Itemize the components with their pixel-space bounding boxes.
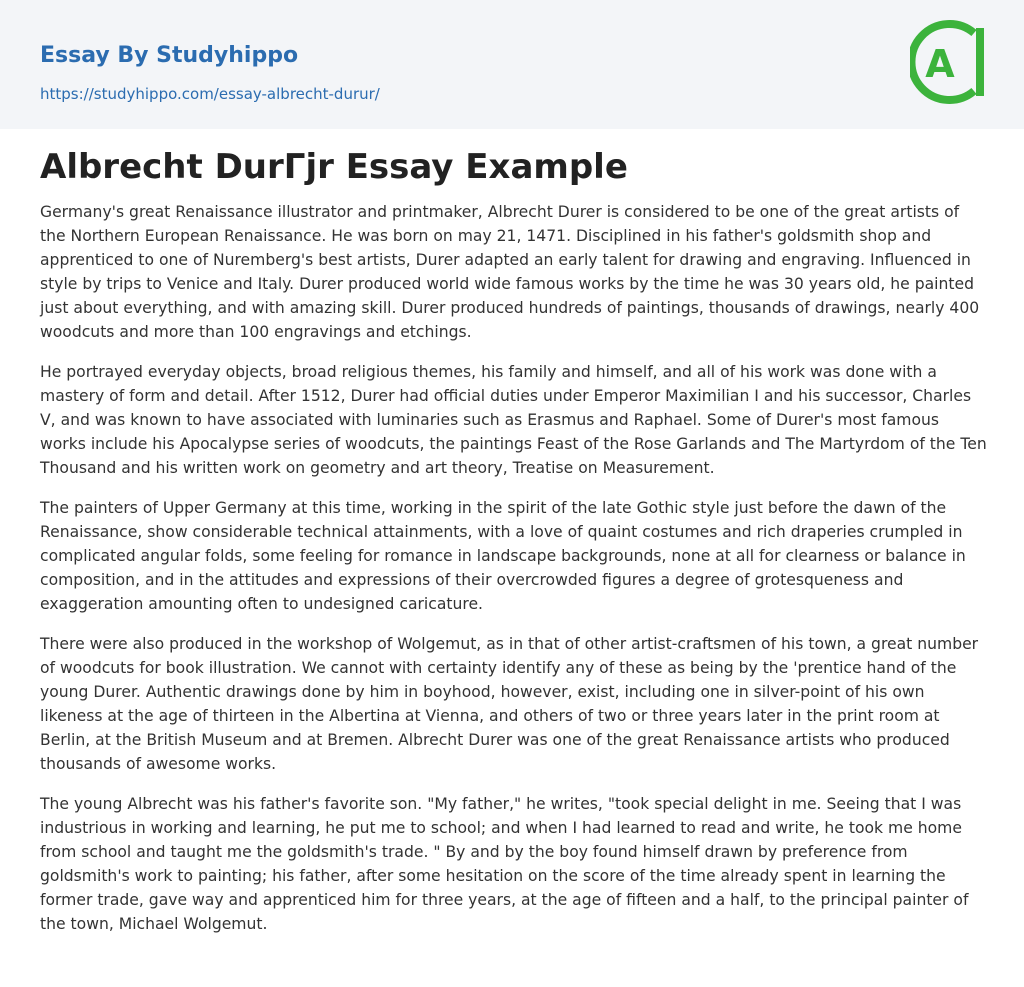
essay-url-link[interactable]: https://studyhippo.com/essay-albrecht-durur/ <box>40 85 380 103</box>
article-paragraph: The young Albrecht was his father's favorite son. "My father," he writes, "took special delight in me. Seeing that I was industrious in working and learning, he put me to school; and when I had learned to read and write, he took me home from school and taught me the goldsmith's trade. " By and by the boy found himself drawn by preference from goldsmith's work to painting; his father, after some hesitation on the score of the time already spent in learning the former trade, gave way and apprenticed him for three years, at the age of fifteen and a half, to the principal painter of the town, Michael Wolgemut. <box>40 795 969 933</box>
article-paragraph: The painters of Upper Germany at this time, working in the spirit of the late Gothic style just before the dawn of the Renaissance, show considerable technical attainments, with a love of quaint costumes and rich draperies crumpled in complicated angular folds, some feeling for romance in landscape backgrounds, none at all for clearness or balance in composition, and in the attitudes and expressions of their overcrowded figures a degree of grotesqueness and exaggeration amounting often to undesigned caricature. <box>40 499 966 613</box>
site-brand[interactable]: Essay By Studyhippo <box>40 43 299 68</box>
logo-letter: A <box>925 42 955 86</box>
article-paragraph: There were also produced in the workshop of Wolgemut, as in that of other artist-craftsmen of his town, a great number of woodcuts for book illustration. We cannot with certainty identify any of these as being by the 'prentice hand of the young Durer. Authentic drawings done by him in boyhood, however, exist, including one in silver-point of his own likeness at the age of thirteen in the Albertina at Vienna, and others of two or three years later in the print room at Berlin, at the British Museum and at Bremen. Albrecht Durer was one of the great Renaissance artists who produced thousands of awesome works. <box>40 635 979 773</box>
article-paragraph: He portrayed everyday objects, broad religious themes, his family and himself, and all of his work was done with a mastery of form and detail. After 1512, Durer had official duties under Emperor Maximilian I and his successor, Charles V, and was known to have associated with luminaries such as Erasmus and Raphael. Some of Durer's most famous works include his Apocalypse series of woodcuts, the paintings Feast of the Rose Garlands and The Martyrdom of the Ten Thousand and his written work on geometry and art theory, Treatise on Measurement. <box>40 363 987 477</box>
article-paragraph: Germany's great Renaissance illustrator and printmaker, Albrecht Durer is considered to be one of the great artists of the Northern European Renaissance. He was born on may 21, 1471. Disciplined in his father's goldsmith shop and apprenticed to one of Nuremberg's best artists, Durer adapted an early talent for drawing and engraving. Influenced in style by trips to Venice and Italy. Durer produced world wide famous works by the time he was 30 years old, he painted just about everything, and with amazing skill. Durer produced hundreds of paintings, thousands of drawings, nearly 400 woodcuts and more than 100 engravings and etchings. <box>40 203 980 341</box>
site-header <box>0 0 1024 129</box>
article-title: Albrecht DurГjr Essay Example <box>40 147 628 187</box>
article <box>40 144 988 952</box>
studyhippo-logo-icon[interactable] <box>910 18 988 106</box>
